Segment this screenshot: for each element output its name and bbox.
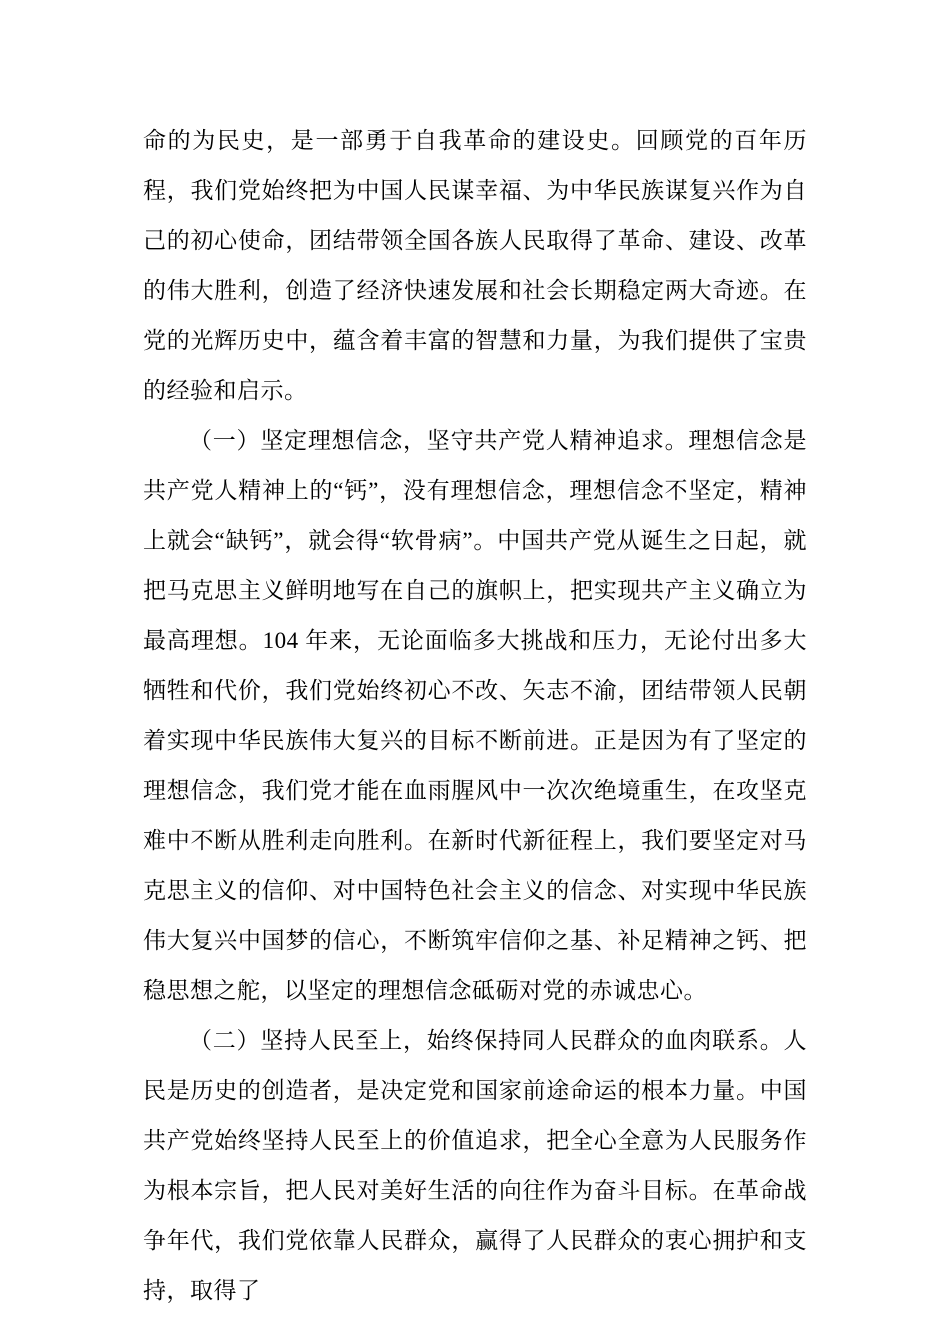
document-body [143,116,807,1316]
paragraph-continuation: 命的为民史，是一部勇于自我革命的建设史。回顾党的百年历程，我们党始终把为中国人民谋幸福、为中华民族谋复兴作为自己的初心使命，团结带领全国各族人民取得了革命、建设、改革的伟大胜利，创造了经济快速发展和社会长期稳定两大奇迹。在党的光辉历史中，蕴含着丰富的智慧和力量，为我们提供了宝贵的经验和启示。 [143,128,807,403]
paragraph-section-one: （一）坚定理想信念，坚守共产党人精神追求。理想信念是共产党人精神上的“钙”，没有理想信念，理想信念不坚定，精神上就会“缺钙”，就会得“软骨病”。中国共产党从诞生之日起，就把马克思主义鲜明地写在自己的旗帜上，把实现共产主义确立为最高理想。104 年来，无论面临多大挑战和压力，无论付出多大牺牲和代价，我们党始终初心不改、矢志不渝，团结带领人民朝着实现中华民族伟大复兴的目标不断前进。正是因为有了坚定的理想信念，我们党才能在血雨腥风中一次次绝境重生，在攻坚克难中不断从胜利走向胜利。在新时代新征程上，我们要坚定对马克思主义的信仰、对中国特色社会主义的信念、对实现中华民族伟大复兴中国梦的信心，不断筑牢信仰之基、补足精神之钙、把稳思想之舵，以坚定的理想信念砥砺对党的赤诚忠心。 [143,428,807,1003]
paragraph-section-two: （二）坚持人民至上，始终保持同人民群众的血肉联系。人民是历史的创造者，是决定党和国家前途命运的根本力量。中国共产党始终坚持人民至上的价值追求，把全心全意为人民服务作为根本宗旨，把人民对美好生活的向往作为奋斗目标。在革命战争年代，我们党依靠人民群众，赢得了人民群众的衷心拥护和支持，取得了 [143,1028,807,1303]
